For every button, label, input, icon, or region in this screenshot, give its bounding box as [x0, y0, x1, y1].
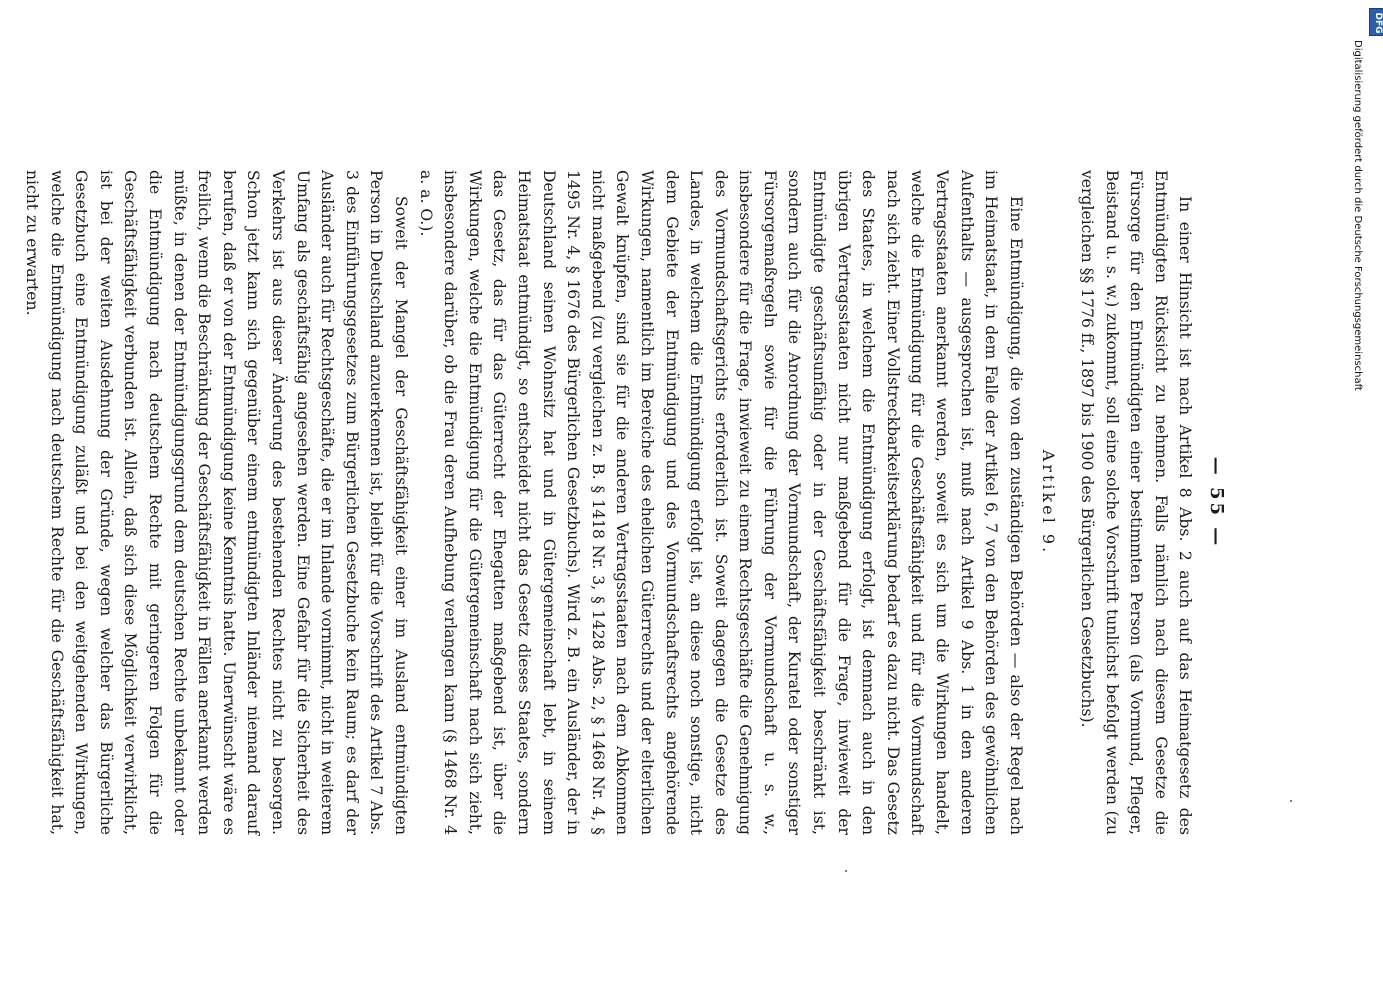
article-heading: Artikel 9. [1039, 449, 1059, 556]
digitization-credit: Digitalisierung gefördert durch die Deutsche Forschungsgemeinschaft [1352, 40, 1363, 391]
paragraph-heimatgesetz: In einer Hinsicht ist nach Artikel 8 Abs. 2 auch auf das Heimatgesetz des Entmündigten Rücksicht zu nehmen. Falls nämlich nach diesem Gesetze die Fürsorge für den Entmündigten einer bestimmten Person (als Vormund, Pfleger, Beistand u. s. w.) zukommt, soll eine solche Vorschrift tunlichst befolgt werden (zu vergleichen §§ 1776 ff., 1897 bis 1900 des Bürgerlichen Gesetzbuchs). [1078, 170, 1195, 835]
dfg-logo-icon [1369, 8, 1383, 36]
page-number: — 55 — [1206, 456, 1227, 549]
scan-speck [1290, 800, 1292, 802]
dfg-logo-text: DFG [1373, 12, 1383, 34]
paragraph-entmuendigung: Eine Entmündigung, die von den zuständigen Behörden — also der Regel nach im Heimatstaat, in dem Falle der Artikel 6, 7 von den Behörden des gewöhnlichen Aufenthalts — ausgesprochen ist, muß nach Artikel 9 Abs. 1 in den anderen Vertragsstaaten anerkannt werden, soweit es sich um die Wirkungen handelt, welche die Entmündigung für die Geschäftsfähigkeit und für die Vormundschaft nach sich zieht. Einer Vollstreckbarkeitserklärung bedarf es dazu nicht. Das Gesetz des Staates, in welchem die Entmündigung erfolgt, ist demnach auch in den übrigen Vertragsstaaten nicht nur maßgebend für die Frage, inwieweit der Entmündigte geschäftsunfähig oder in der Geschäftsfähigkeit beschränkt ist, sondern auch für die Anordnung der Vormundschaft, der Kuratel oder sonstiger Fürsorgemaßregeln sowie für die Führung der Vormundschaft u. s. w., insbesondere für die Frage, inwieweit zu einem Rechtsgeschäfte die Genehmigung des Vormundschaftsgerichts erforderlich ist. Soweit dagegen die Gesetze des Landes, in welchem die Entmündigung erfolgt ist, an diese noch sonstige, nicht dem Gebiete der Entmündigung und des Vormundschaftsrechts angehörende Wirkungen, namentlich im Bereiche des ehelichen Güterrechts und der elterlichen Gewalt knüpfen, sind sie für die anderen Vertragsstaaten nach dem Abkommen nicht maßgebend (zu vergleichen z. B. § 1418 Nr. 3, § 1428 Abs. 2, § 1468 Nr. 4, § 1495 Nr. 4, § 1676 des Bürgerlichen Gesetzbuchs). Wird z. B. ein Ausländer, der in Deutschland seinen Wohnsitz hat und in Gütergemeinschaft lebt, in seinem Heimatstaat entmündigt, so entscheidet nicht das Gesetz dieses Staates, sondern das Gesetz, das für das Güterrecht der Ehegatten maßgebend ist, über die Wirkungen, welche die Entmündigung für die Gütergemeinschaft nach sich zieht, insbesondere darüber, ob die Frau deren Aufhebung verlangen kann (§ 1468 Nr. 4 a. a. O.). [416, 170, 1025, 835]
scanned-page [23, 170, 1228, 835]
paragraph-geschaeftsfaehigkeit: Soweit der Mangel der Geschäftsfähigkeit einer im Ausland entmündigten Person in Deutschland anzuerkennen ist, bleibt für die Vorschrift des Artikel 7 Abs. 3 des Einführungsgesetzes zum Bürgerlichen Gesetzbuche kein Raum; es darf der Ausländer auch für Rechtsgeschäfte, die er im Inlande vornimmt, nicht in weiterem Umfang als geschäftsfähig angesehen werden. Eine Gefahr für die Sicherheit des Verkehrs ist aus dieser Änderung des bestehenden Rechtes nicht zu besorgen. Schon jetzt kann sich gegenüber einem entmündigten Inländer niemand darauf berufen, daß er von der Entmündigung keine Kenntnis hatte. Unerwünscht wäre es freilich, wenn die Beschränkung der Geschäftsfähigkeit in Fällen anerkannt werden müßte, in denen der Entmündigungsgrund dem deutschen Rechte unbekannt oder die Entmündigung nach deutschem Rechte mit geringeren Folgen für die Geschäftsfähigkeit verbunden ist. Allein, daß sich diese Möglichkeit verwirklicht, ist bei der weiten Ausdehnung der Gründe, wegen welcher das Bürgerliche Gesetzbuch eine Entmündigung zuläßt und bei den weitgehenden Wirkungen, welche die Entmündigung nach deutschem Rechte für die Geschäftsfähigkeit hat, nicht zu erwarten. [23, 170, 410, 835]
scan-speck [845, 870, 847, 872]
